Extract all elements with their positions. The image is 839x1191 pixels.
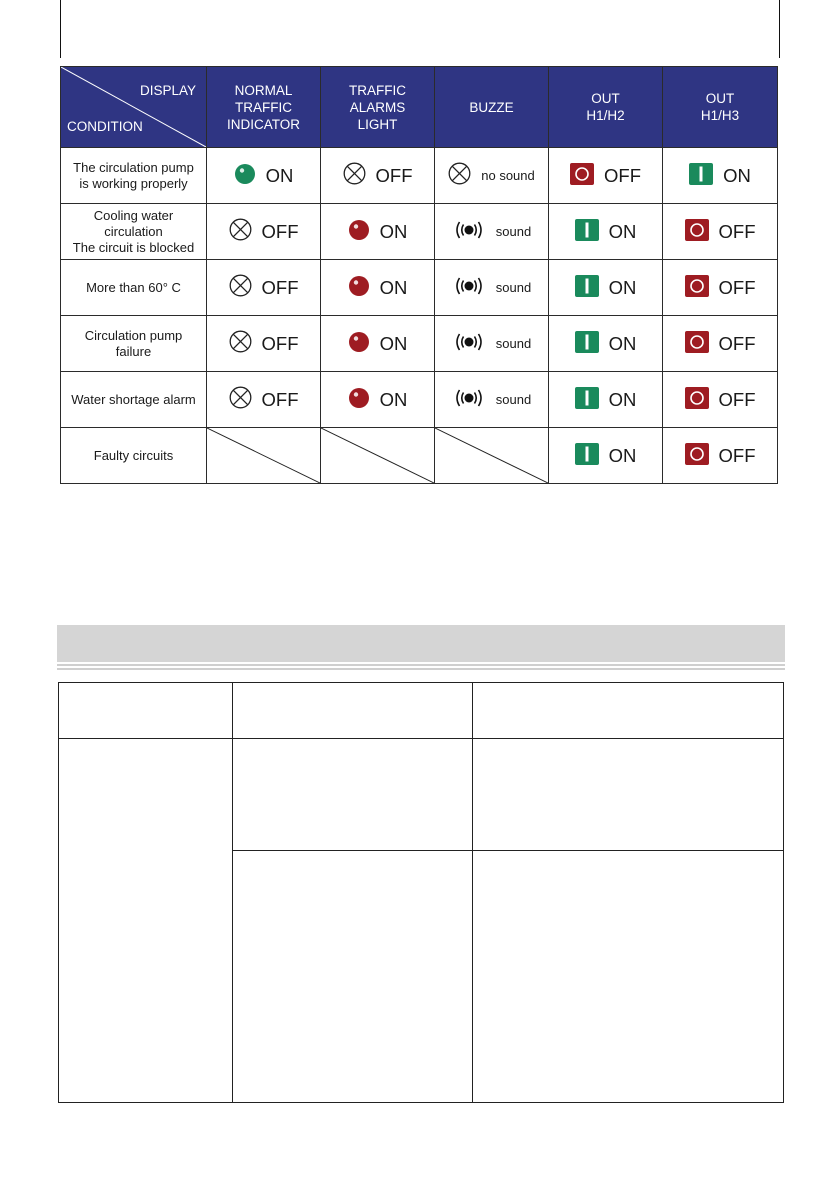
condition-cell: Circulation pump failure — [61, 316, 207, 372]
column-header: OUT H1/H2 — [549, 67, 663, 148]
status-value — [663, 163, 777, 189]
status-value — [321, 387, 434, 413]
status-cell — [663, 428, 778, 484]
crossed-circle-icon — [229, 274, 252, 301]
status-cell — [435, 204, 549, 260]
status-value — [321, 275, 434, 301]
status-value — [663, 331, 777, 357]
status-text: ON — [379, 388, 408, 410]
crossed-circle-icon — [229, 386, 252, 413]
status-text: OFF — [261, 388, 299, 410]
table-cell — [59, 739, 233, 1103]
status-text: ON — [379, 220, 408, 242]
not-applicable-cell — [321, 428, 435, 484]
status-text: OFF — [604, 164, 641, 186]
table-cell — [473, 851, 784, 1103]
red-square-icon — [570, 163, 594, 189]
status-cell — [207, 260, 321, 316]
status-text: OFF — [261, 276, 299, 298]
table-cell — [473, 683, 784, 739]
diagonal-divider — [61, 67, 206, 147]
status-cell — [549, 148, 663, 204]
status-value — [549, 163, 662, 189]
corner-header — [61, 67, 207, 148]
table-header-row — [61, 67, 778, 148]
diagonal-divider — [435, 428, 548, 483]
status-text: ON — [608, 332, 637, 354]
status-text: sound — [495, 391, 532, 407]
crossed-circle-icon — [448, 162, 471, 189]
status-value — [549, 443, 662, 469]
status-cell — [549, 372, 663, 428]
status-value — [321, 162, 434, 189]
table-row — [59, 683, 784, 739]
condition-label: CONDITION — [67, 119, 143, 134]
green-dot-icon — [234, 163, 256, 189]
diagonal-divider — [207, 428, 320, 483]
status-text: ON — [608, 388, 637, 410]
not-applicable-cell — [207, 428, 321, 484]
table-row — [61, 260, 778, 316]
status-value — [435, 275, 548, 301]
status-cell — [663, 372, 778, 428]
status-value — [549, 275, 662, 301]
status-text: ON — [265, 164, 294, 186]
green-bar-icon — [575, 275, 599, 301]
status-cell — [549, 204, 663, 260]
sound-waves-icon — [452, 219, 486, 245]
column-header: TRAFFIC ALARMS LIGHT — [321, 67, 435, 148]
table-row — [59, 739, 784, 851]
status-cell — [321, 260, 435, 316]
status-cell — [321, 204, 435, 260]
status-value — [435, 219, 548, 245]
green-bar-icon — [575, 387, 599, 413]
red-square-icon — [685, 387, 709, 413]
red-dot-icon — [348, 331, 370, 357]
column-header: BUZZE — [435, 67, 549, 148]
status-text: sound — [495, 279, 532, 295]
status-cell — [663, 316, 778, 372]
status-text: ON — [379, 332, 408, 354]
status-text: OFF — [261, 332, 299, 354]
status-cell — [663, 148, 778, 204]
red-square-icon — [685, 219, 709, 245]
status-text: ON — [608, 220, 637, 242]
table-cell — [233, 683, 473, 739]
green-bar-icon — [575, 443, 599, 469]
status-value — [207, 218, 320, 245]
status-value — [321, 331, 434, 357]
status-cell — [435, 372, 549, 428]
status-cell — [435, 260, 549, 316]
status-value — [435, 387, 548, 413]
status-text: OFF — [375, 164, 413, 186]
crop-mark-left — [60, 0, 61, 58]
status-value — [549, 387, 662, 413]
status-value — [663, 443, 777, 469]
red-square-icon — [685, 331, 709, 357]
crossed-circle-icon — [229, 218, 252, 245]
status-value — [663, 387, 777, 413]
status-text: OFF — [718, 388, 756, 410]
diagonal-divider — [321, 428, 434, 483]
status-display-table — [60, 66, 778, 484]
status-text: OFF — [718, 444, 756, 466]
green-bar-icon — [575, 331, 599, 357]
status-cell — [207, 316, 321, 372]
status-text: OFF — [261, 220, 299, 242]
status-cell — [663, 204, 778, 260]
green-bar-icon — [575, 219, 599, 245]
section-header-bar — [57, 625, 785, 662]
status-value — [549, 219, 662, 245]
status-value — [207, 274, 320, 301]
status-cell — [207, 204, 321, 260]
crossed-circle-icon — [229, 330, 252, 357]
condition-cell: More than 60° C — [61, 260, 207, 316]
table-cell — [473, 739, 784, 851]
status-value — [549, 331, 662, 357]
crossed-circle-icon — [343, 162, 366, 189]
condition-cell: Faulty circuits — [61, 428, 207, 484]
status-value — [207, 330, 320, 357]
status-value — [435, 162, 548, 189]
sound-waves-icon — [452, 387, 486, 413]
condition-cell: Water shortage alarm — [61, 372, 207, 428]
column-header: OUT H1/H3 — [663, 67, 778, 148]
status-cell — [435, 316, 549, 372]
red-square-icon — [685, 443, 709, 469]
status-text: ON — [723, 164, 751, 186]
green-bar-icon — [689, 163, 713, 189]
status-cell — [207, 148, 321, 204]
status-text: OFF — [718, 332, 756, 354]
table-row — [61, 148, 778, 204]
not-applicable-cell — [435, 428, 549, 484]
status-cell — [321, 316, 435, 372]
table-cell — [59, 683, 233, 739]
status-cell — [549, 428, 663, 484]
status-cell — [663, 260, 778, 316]
status-text: ON — [379, 276, 408, 298]
table-row — [61, 372, 778, 428]
table-cell — [233, 739, 473, 851]
crop-mark-right — [779, 0, 780, 58]
status-cell — [321, 148, 435, 204]
status-value — [663, 219, 777, 245]
troubleshooting-table — [58, 682, 784, 1103]
display-label: DISPLAY — [139, 83, 196, 98]
sound-waves-icon — [452, 331, 486, 357]
status-value — [435, 331, 548, 357]
table-row — [61, 316, 778, 372]
status-cell — [435, 148, 549, 204]
status-text: no sound — [481, 167, 535, 183]
status-value — [207, 386, 320, 413]
status-cell — [207, 372, 321, 428]
condition-cell: The circulation pump is working properly — [61, 148, 207, 204]
sound-waves-icon — [452, 275, 486, 301]
condition-cell: Cooling water circulation The circuit is blocked — [61, 204, 207, 260]
table-row — [61, 428, 778, 484]
red-dot-icon — [348, 219, 370, 245]
red-square-icon — [685, 275, 709, 301]
status-text: sound — [495, 335, 532, 351]
column-header: NORMAL TRAFFIC INDICATOR — [207, 67, 321, 148]
status-text: OFF — [718, 276, 756, 298]
status-text: ON — [608, 444, 637, 466]
status-cell — [549, 316, 663, 372]
status-value — [663, 275, 777, 301]
status-cell — [321, 372, 435, 428]
red-dot-icon — [348, 387, 370, 413]
table-row — [61, 204, 778, 260]
status-text: sound — [495, 223, 532, 239]
status-value — [207, 163, 320, 189]
section-divider — [57, 668, 785, 670]
status-text: OFF — [718, 220, 756, 242]
table-cell — [233, 851, 473, 1103]
status-value — [321, 219, 434, 245]
status-cell — [549, 260, 663, 316]
red-dot-icon — [348, 275, 370, 301]
status-text: ON — [608, 276, 637, 298]
section-divider — [57, 664, 785, 666]
